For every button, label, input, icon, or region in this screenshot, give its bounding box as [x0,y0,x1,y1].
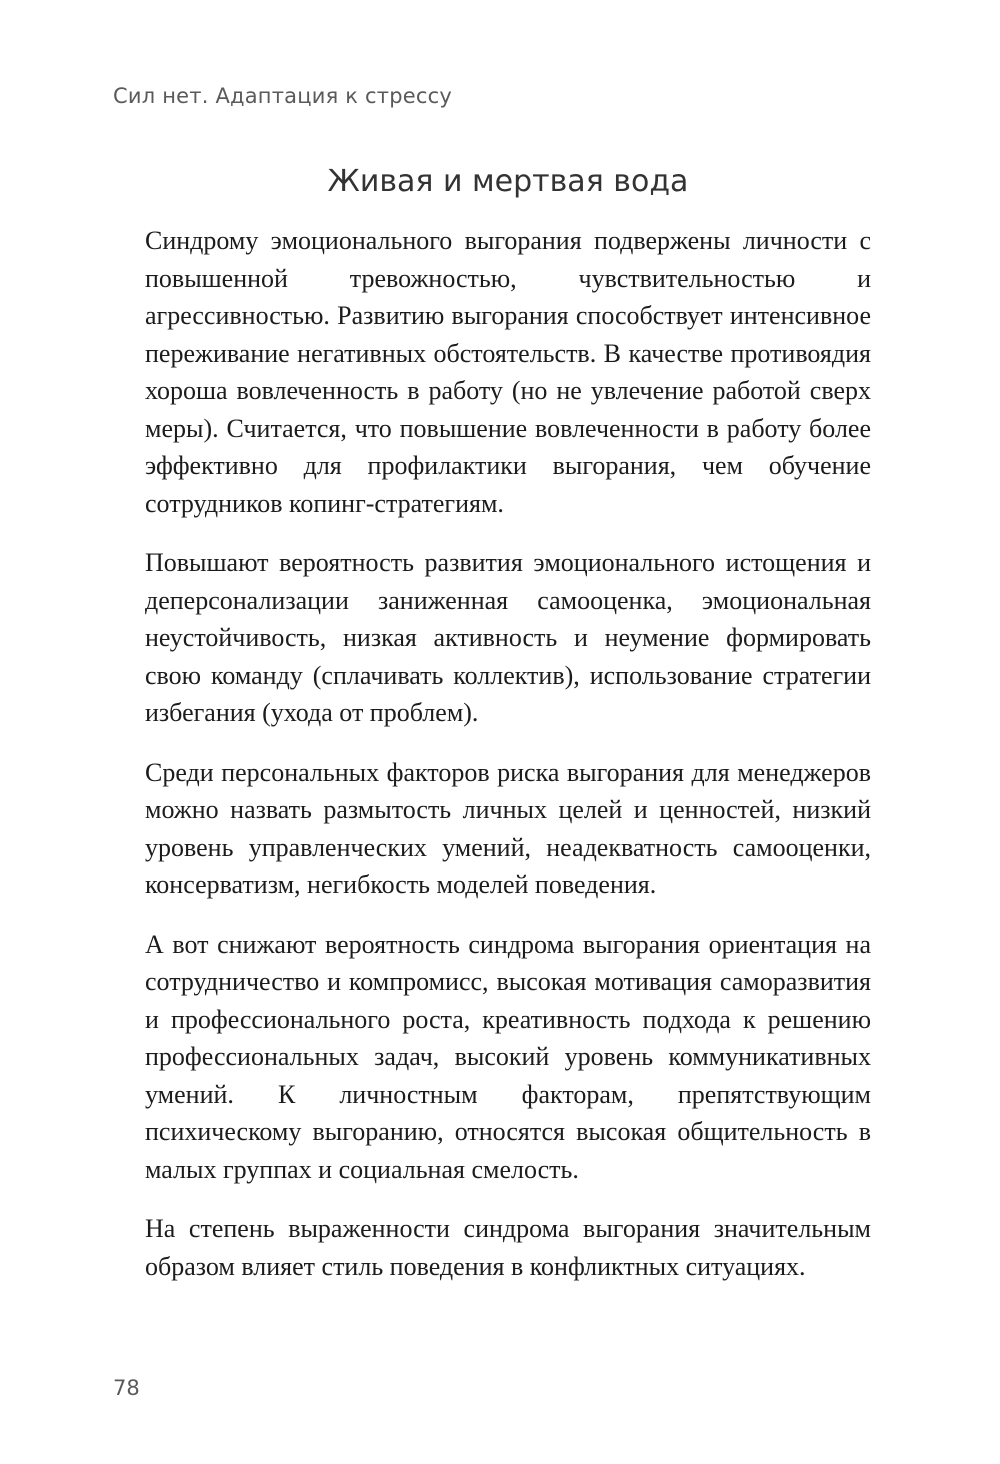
section-title: Живая и мертвая вода [327,164,689,199]
page-number: 78 [113,1376,140,1400]
body-text [145,222,871,1307]
paragraph-3: Среди персональных факторов риска выгорания для менеджеров можно назвать размытость личных целей и ценностей, низкий уровень управленческих умений, неадекватность самооценки, консерватизм, негибкость моделей поведения. [145,757,871,899]
running-header: Сил нет. Адаптация к стрессу [113,84,452,108]
paragraph-1: Синдрому эмоционального выгорания подвержены личности с повышенной тревожностью, чувствительностью и агрессивностью. Развитию выгорания способствует интенсивное переживание негативных обстоятельств. В качестве противоядия хороша вовлеченность в работу (но не увлечение работой сверх меры). Считается, что повышение вовлеченности в работу более эффективно для профилактики выгорания, чем обучение сотрудников копинг-стратегиям. [145,226,871,518]
paragraph-2: Повышают вероятность развития эмоционального истощения и деперсонализации заниженная самооценка, эмоциональная неустойчивость, низкая активность и неумение формировать свою команду (сплачивать коллектив), использование стратегии избегания (ухода от проблем). [145,548,871,727]
paragraph-5: На степень выраженности синдрома выгорания значительным образом влияет стиль поведения в конфликтных ситуациях. [145,1214,871,1281]
paragraph-4: А вот снижают вероятность синдрома выгорания ориентация на сотрудничество и компромисс, высокая мотивация саморазвития и профессионального роста, креативность подхода к решению профессиональных задач, высокий уровень коммуникативных умений. К личностным факторам, препятствующим психическому выгоранию, относятся высокая общительность в малых группах и социальная смелость. [145,929,871,1184]
